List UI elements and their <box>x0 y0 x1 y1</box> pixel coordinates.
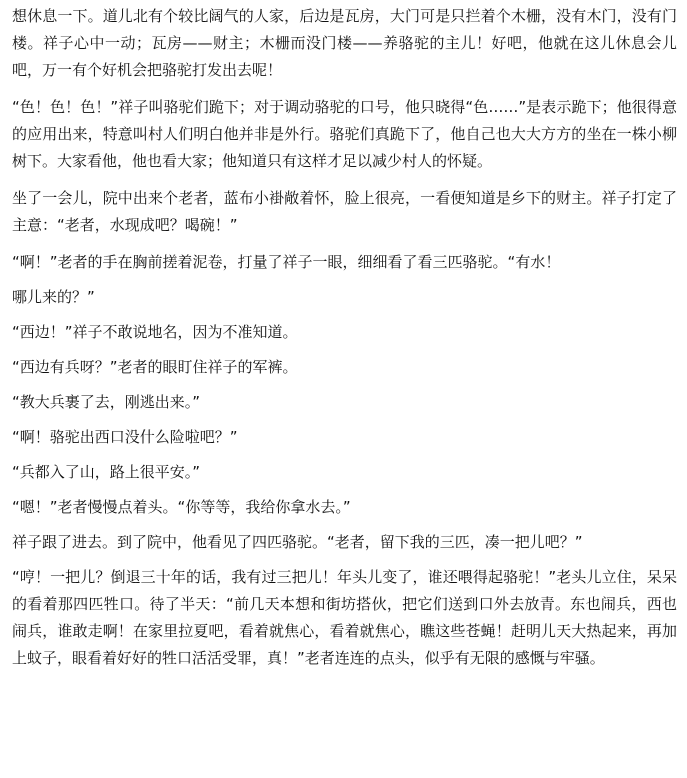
paragraph-9: “啊！骆驼出西口没什么险啦吧？” <box>12 428 238 446</box>
paragraph-5: 哪儿来的？” <box>12 288 95 306</box>
paragraph-11: “嗯！”老者慢慢点着头。“你等等，我给你拿水去。” <box>12 498 351 516</box>
paragraph-7: “西边有兵呀？”老者的眼盯住祥子的军裤。 <box>12 358 298 376</box>
paragraph-13: “哼！一把儿？倒退三十年的话，我有过三把儿！年头儿变了，谁还喂得起骆驼！”老头儿立住，呆呆的看着那四匹牲口。待了半天：“前几天本想和街坊搭伙，把它们送到口外去放青。东也闹兵，西也闹兵，谁敢走啊！在家里拉夏吧，看着就焦心，看着就焦心，瞧这些苍蝇！赶明儿天大热起来，再加上蚊子，眼看着好好的牲口活活受罪，真！”老者连连的点头，似乎有无限的感慨与牢骚。 <box>12 568 677 667</box>
paragraph-12: 祥子跟了进去。到了院中，他看见了四匹骆驼。“老者，留下我的三匹，凑一把儿吧？” <box>12 533 583 551</box>
paragraph-4: “啊！”老者的手在胸前搓着泥卷，打量了祥子一眼，细细看了看三匹骆驼。“有水！ <box>12 253 561 271</box>
paragraph-8: “教大兵裹了去，刚逃出来。” <box>12 393 201 411</box>
paragraph-6: “西边！”祥子不敢说地名，因为不准知道。 <box>12 323 298 341</box>
paragraph-3: 坐了一会儿，院中出来个老者，蓝布小褂敞着怀，脸上很亮，一看便知道是乡下的财主。祥子打定了主意：“老者，水现成吧？喝碗！” <box>12 189 677 234</box>
paragraph-10: “兵都入了山，路上很平安。” <box>12 463 201 481</box>
paragraph-1: 想休息一下。道儿北有个较比阔气的人家，后边是瓦房，大门可是只拦着个木栅，没有木门，没有门楼。祥子心中一动；瓦房——财主；木栅而没门楼——养骆驼的主儿！好吧，他就在这儿休息会儿吧，万一有个好机会把骆驼打发出去呢！ <box>12 7 677 79</box>
paragraph-2: “色！色！色！”祥子叫骆驼们跪下；对于调动骆驼的口号，他只晓得“色……”是表示跪下；他很得意的应用出来，特意叫村人们明白他并非是外行。骆驼们真跪下了，他自己也大大方方的坐在一株小柳树下。大家看他，他也看大家；他知道只有这样才足以减少村人的怀疑。 <box>12 98 677 170</box>
